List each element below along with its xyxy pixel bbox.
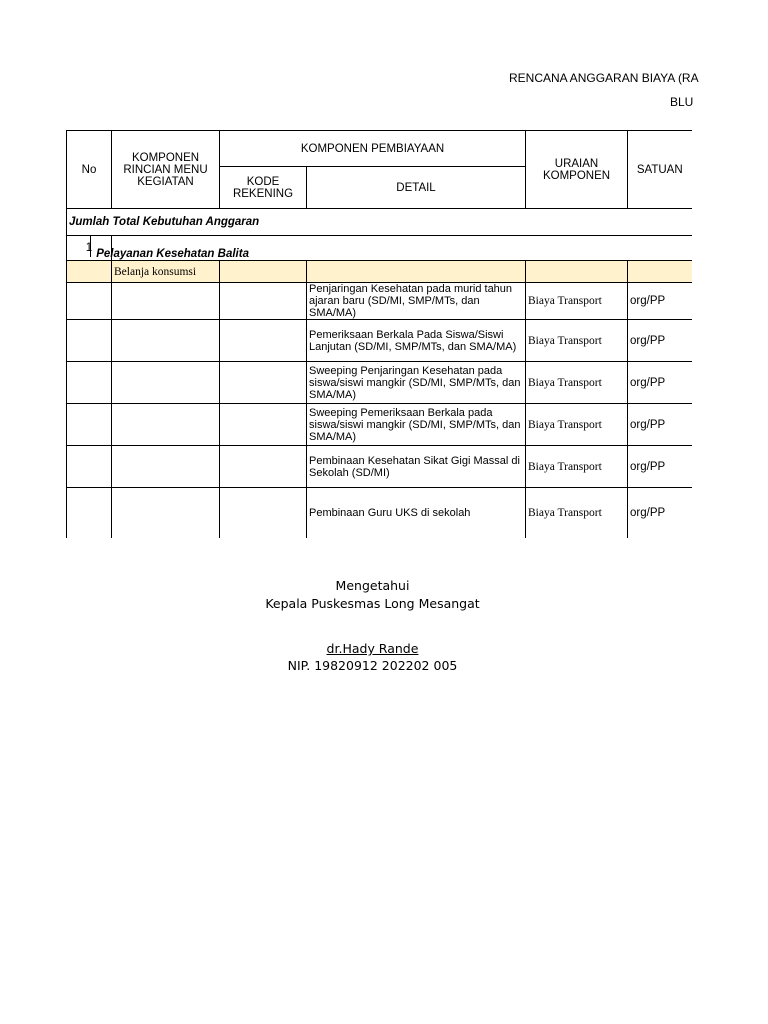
category-no: 1 <box>67 236 112 261</box>
row-satuan: org/PP <box>628 320 692 362</box>
row-satuan: org/PP <box>628 283 692 320</box>
signature-name: dr.Hady Rande <box>326 641 419 656</box>
header-komponen-rincian: KOMPONEN RINCIAN MENU KEGIATAN <box>112 131 220 209</box>
subcategory-cell-kode <box>220 261 307 283</box>
row-uraian: Biaya Transport <box>526 488 628 538</box>
table-row <box>67 283 692 320</box>
row-uraian: Biaya Transport <box>526 283 628 320</box>
row-detail: Sweeping Penjaringan Kesehatan pada siswa/siswi mangkir (SD/MI, SMP/MTs, dan SMA/MA) <box>307 362 526 404</box>
row-satuan: org/PP <box>628 362 692 404</box>
header-kode-rekening: KODE REKENING <box>220 167 307 209</box>
header-uraian-komponen: URAIAN KOMPONEN <box>526 131 628 209</box>
row-satuan: org/PP <box>628 446 692 488</box>
subcategory-label: Belanja konsumsi <box>112 261 220 283</box>
document-title: RENCANA ANGGARAN BIAYA (RA <box>509 71 699 85</box>
document-subtitle: BLU <box>670 95 694 109</box>
subcategory-cell-satuan <box>628 261 692 283</box>
subcategory-cell-no <box>67 261 112 283</box>
signature-acknowledge: Mengetahui <box>335 578 410 593</box>
row-detail: Pemeriksaan Berkala Pada Siswa/Siswi Lanjutan (SD/MI, SMP/MTs, dan SMA/MA) <box>307 320 526 362</box>
signature-nip: NIP. 19820912 202202 005 <box>287 658 458 673</box>
signature-position: Kepala Puskesmas Long Mesangat <box>265 596 480 611</box>
row-satuan: org/PP <box>628 404 692 446</box>
row-uraian: Biaya Transport <box>526 404 628 446</box>
row-uraian: Biaya Transport <box>526 320 628 362</box>
category-row <box>67 236 692 261</box>
row-detail: Penjaringan Kesehatan pada murid tahun ajaran baru (SD/MI, SMP/MTs, dan SMA/MA) <box>307 283 526 320</box>
subcategory-row <box>67 261 692 283</box>
header-row-1 <box>67 131 692 167</box>
category-label: Pelayanan Kesehatan Balita <box>112 236 692 261</box>
budget-table <box>66 130 692 538</box>
table-row <box>67 488 692 538</box>
total-label: Jumlah Total Kebutuhan Anggaran <box>67 209 692 236</box>
table-row <box>67 404 692 446</box>
header-no: No <box>67 131 112 209</box>
total-row <box>67 209 692 236</box>
row-uraian: Biaya Transport <box>526 362 628 404</box>
table-row <box>67 362 692 404</box>
row-detail: Pembinaan Guru UKS di sekolah <box>307 488 526 538</box>
row-satuan: org/PP <box>628 488 692 538</box>
header-satuan: SATUAN <box>628 131 692 209</box>
subcategory-cell-detail <box>307 261 526 283</box>
row-uraian: Biaya Transport <box>526 446 628 488</box>
table-row <box>67 320 692 362</box>
subcategory-cell-uraian <box>526 261 628 283</box>
row-detail: Pembinaan Kesehatan Sikat Gigi Massal di Sekolah (SD/MI) <box>307 446 526 488</box>
table-row <box>67 446 692 488</box>
header-komponen-pembiayaan: KOMPONEN PEMBIAYAAN <box>220 131 526 167</box>
header-detail: DETAIL <box>307 167 526 209</box>
row-detail: Sweeping Pemeriksaan Berkala pada siswa/siswi mangkir (SD/MI, SMP/MTs, dan SMA/MA) <box>307 404 526 446</box>
